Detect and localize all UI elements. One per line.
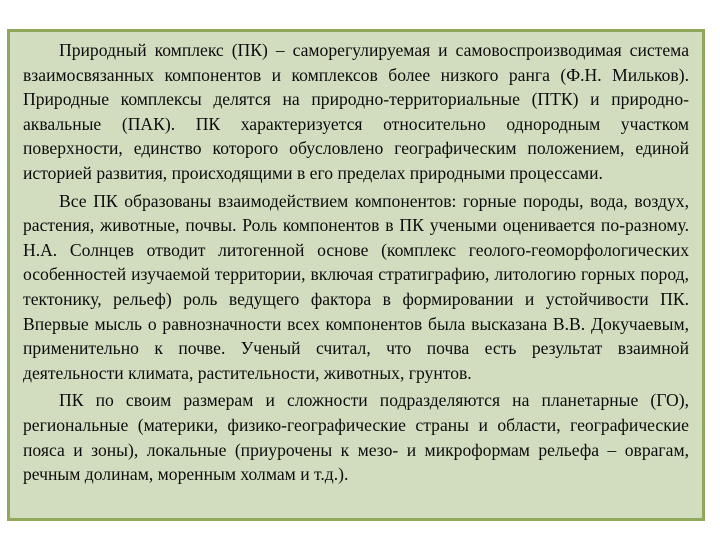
paragraph-components-role: Все ПК образованы взаимодействием компонентов: горные породы, вода, воздух, растения, животные, почвы. Роль компонентов в ПК учеными оценивается по-разному. Н.А. Солнцев отводит литогенной основе (комплекс геолого-геоморфологических особенностей изучаемой территории, включая стратиграфию, литологию горных пород, тектонику, рельеф) роль ведущего фактора в формировании и устойчивости ПК. Впервые мысль о равнозначности всех компонентов была высказана В.В. Докучаевым, применительно к почве. Ученый считал, что почва есть результат взаимной деятельности климата, растительности, животных, грунтов.	[23, 190, 689, 383]
paragraph-complex-levels: ПК по своим размерам и сложности подразделяются на планетарные (ГО), региональные (материки, физико-географические страны и области, географические пояса и зоны), локальные (приурочены к мезо- и микроформам рельефа – оврагам, речным долинам, моренным холмам и т.д.).	[23, 390, 689, 485]
paragraph-natural-complex-definition: Природный комплекс (ПК) – саморегулируемая и самовоспроизводимая система взаимосвязанных компонентов и комплексов более низкого ранга (Ф.Н. Мильков). Природные комплексы делятся на природно-территориальные (ПТК) и природно-аквальные (ПАК). ПК характеризуется относительно однородным участком поверхности, единство которого обусловлено географическим положением, единой историей развития, происходящими в его пределах природными процессами.	[23, 40, 689, 183]
text-box	[7, 29, 705, 521]
